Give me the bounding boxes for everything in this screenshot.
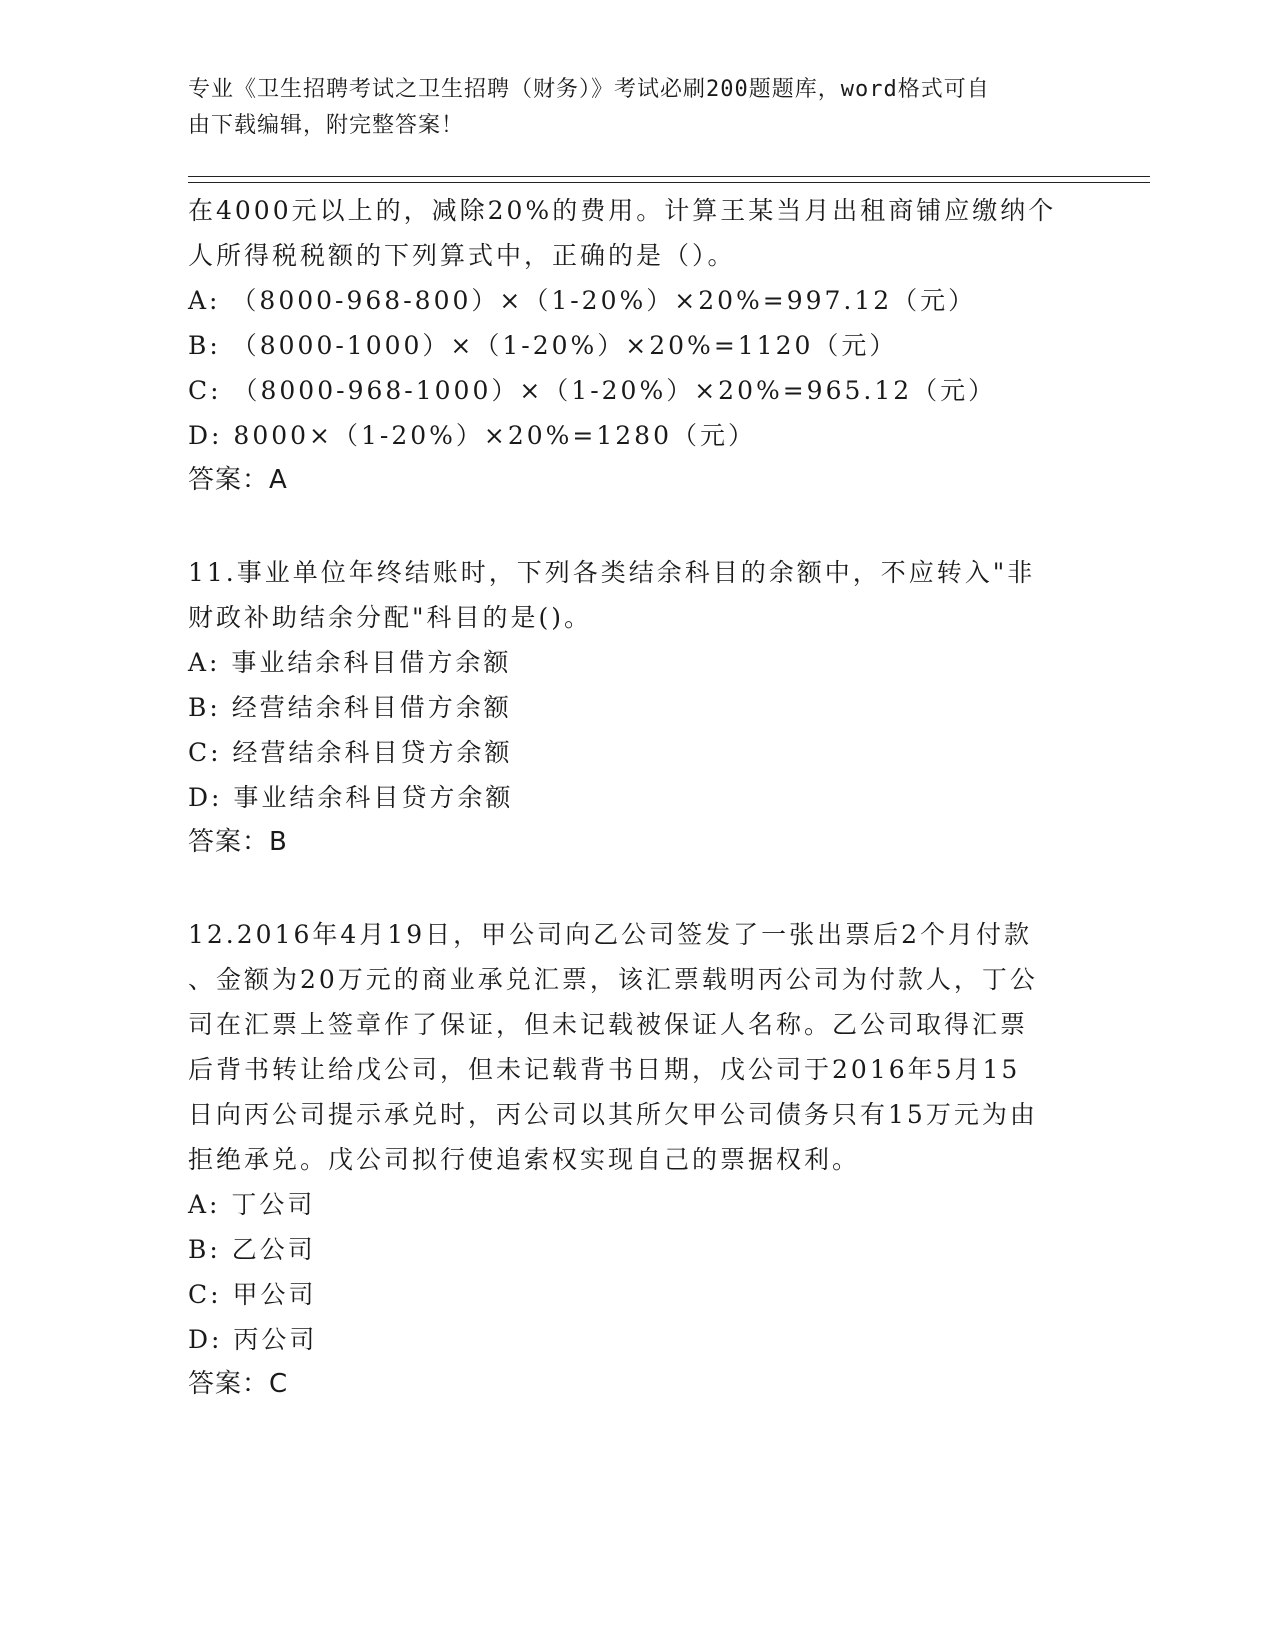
option-d: D: 事业结余科目贷方余额	[188, 783, 514, 812]
option-b: B: （8000-1000）×（1-20%）×20%=1120（元）	[188, 331, 898, 360]
question-content	[188, 188, 1088, 1407]
question-stem-line: 司在汇票上签章作了保证，但未记载被保证人名称。乙公司取得汇票	[188, 1010, 1029, 1039]
question-stem-line: 拒绝承兑。戊公司拟行使追索权实现自己的票据权利。	[188, 1145, 861, 1174]
header-divider-top	[188, 176, 1150, 177]
option-c: C: 甲公司	[188, 1280, 317, 1309]
answer-label: 答案：A	[188, 465, 288, 495]
question-stem-line: 11.事业单位年终结账时，下列各类结余科目的余额中，不应转入"非	[188, 558, 1036, 587]
option-a: A: （8000-968-800）×（1-20%）×20%=997.12（元）	[188, 286, 977, 315]
answer-label: 答案：B	[188, 827, 288, 857]
option-b: B: 经营结余科目借方余额	[188, 693, 512, 722]
question-10-continued	[188, 188, 1088, 503]
option-d: D: 8000×（1-20%）×20%=1280（元）	[188, 421, 756, 450]
option-a: A: 事业结余科目借方余额	[188, 648, 512, 677]
question-stem-line: 、金额为20万元的商业承兑汇票，该汇票载明丙公司为付款人，丁公	[188, 965, 1038, 994]
document-header	[188, 72, 1068, 144]
question-12	[188, 912, 1088, 1407]
question-stem-line: 12.2016年4月19日，甲公司向乙公司签发了一张出票后2个月付款	[188, 920, 1033, 949]
option-b: B: 乙公司	[188, 1235, 316, 1264]
spacer	[188, 865, 1088, 912]
option-a: A: 丁公司	[188, 1190, 316, 1219]
spacer	[188, 503, 1088, 550]
answer-label: 答案：C	[188, 1369, 289, 1399]
option-d: D: 丙公司	[188, 1325, 318, 1354]
question-11	[188, 550, 1088, 865]
question-stem-line: 财政补助结余分配"科目的是()。	[188, 603, 593, 632]
question-stem-line: 人所得税税额的下列算式中，正确的是（）。	[188, 241, 736, 270]
header-divider-bottom	[188, 182, 1150, 183]
question-stem-line: 在4000元以上的，减除20%的费用。计算王某当月出租商铺应缴纳个	[188, 196, 1057, 225]
question-stem-line: 后背书转让给戊公司，但未记载背书日期，戊公司于2016年5月15	[188, 1055, 1021, 1084]
question-stem-line: 日向丙公司提示承兑时，丙公司以其所欠甲公司债务只有15万元为由	[188, 1100, 1038, 1129]
header-line-2: 由下载编辑，附完整答案！	[188, 113, 465, 138]
option-c: C: （8000-968-1000）×（1-20%）×20%=965.12（元）	[188, 376, 997, 405]
header-line-1: 专业《卫生招聘考试之卫生招聘（财务）》考试必刷200题题库，word格式可自	[188, 77, 990, 102]
option-c: C: 经营结余科目贷方余额	[188, 738, 513, 767]
